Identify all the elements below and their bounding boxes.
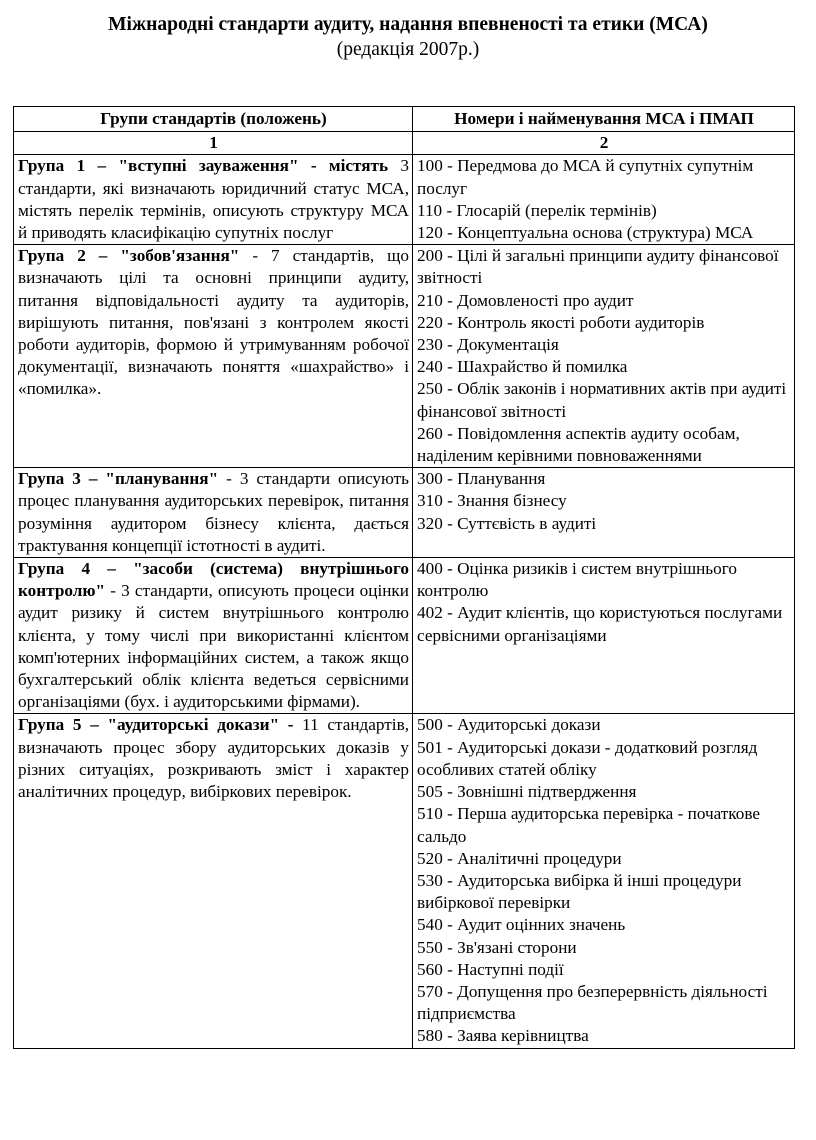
group-description: - 7 стандартів, що визначають цілі та основні принципи аудиту, питання відповідальності аудиту та аудиторів, вирішують питання, пов'язані з контролем якості роботи аудиторів, формою й утримуванням робочої документації, визначають поняття «шахрайство» і «помилка». xyxy=(18,246,409,399)
group-description: 3 стандарти, які визначають юридичний статус МСА, містять перелік термінів, описують структуру МСА й приводять класифікацію супутніх послуг xyxy=(18,156,409,243)
group-description: 11 стандартів, визначають процес збору аудиторських доказів у різних ситуаціях, розкривають зміст і характер аналітичних процедур, вибіркових перевірок. xyxy=(18,715,409,802)
header-groups: Групи стандартів (положень) xyxy=(14,107,413,132)
standard-item: 400 - Оцінка ризиків і систем внутрішнього контролю xyxy=(417,559,737,601)
group-description: - 3 стандарти, описують процеси оцінки аудит ризику й систем внутрішнього контролю клієнта, у тому числі при використанні клієнтом комп'ютерних інформаційних систем, а також якщо бухгалтерський облік клієнта ведеться сервісними організаціями (бух. і аудиторськими фірмами). xyxy=(18,581,409,712)
group-cell xyxy=(14,155,413,245)
standard-item: 540 - Аудит оцінних значень xyxy=(417,915,626,935)
standard-item: 230 - Документація xyxy=(417,335,559,355)
document-title: Міжнародні стандарти аудиту, надання впевненості та етики (МСА) xyxy=(108,14,708,35)
column-number-1: 1 xyxy=(14,132,413,155)
header-row xyxy=(14,107,795,132)
standard-item: 220 - Контроль якості роботи аудиторів xyxy=(417,312,705,332)
group-name: Група 5 – "аудиторські докази" - xyxy=(18,715,294,735)
standard-item: 100 - Передмова до МСА й супутніх супутнім послуг xyxy=(417,156,754,198)
standard-item: 210 - Домовленості про аудит xyxy=(417,290,634,310)
group-name: Група 4 – "засоби (система) внутрішнього контролю" xyxy=(18,559,409,601)
standard-item: 505 - Зовнішні підтвердження xyxy=(417,782,637,802)
standard-item: 501 - Аудиторські докази - додатковий розгляд особливих статей обліку xyxy=(417,737,758,779)
document-header xyxy=(0,12,816,62)
standard-item: 240 - Шахрайство й помилка xyxy=(417,357,628,377)
table-row-group-2 xyxy=(14,245,795,468)
group-name: Група 2 – "зобов'язання" xyxy=(18,246,240,266)
table-row-group-4 xyxy=(14,558,795,714)
standards-table xyxy=(13,106,795,1049)
standard-item: 120 - Концептуальна основа (структура) МСА xyxy=(417,223,754,243)
standard-item: 500 - Аудиторські докази xyxy=(417,715,601,735)
document-subtitle: (редакція 2007р.) xyxy=(336,39,480,60)
standards-cell xyxy=(413,714,795,1048)
standards-cell xyxy=(413,468,795,558)
standards-cell xyxy=(413,155,795,245)
standards-cell xyxy=(413,245,795,468)
column-number-row xyxy=(14,132,795,155)
group-description: - 3 стандарти описують процес планування аудиторських перевірок, питання розуміння аудитором бізнесу клієнта, дається трактування концепції істотності в аудиті. xyxy=(18,469,409,555)
standard-item: 530 - Аудиторська вибірка й інші процедури вибіркової перевірки xyxy=(417,870,742,913)
standard-item: 320 - Суттєвість в аудиті xyxy=(417,513,597,533)
standard-item: 250 - Облік законів і нормативних актів при аудиті фінансової звітності xyxy=(417,379,787,421)
standard-item: 402 - Аудит клієнтів, що користуються послугами сервісними організаціями xyxy=(417,603,783,645)
standard-item: 300 - Планування xyxy=(417,469,546,489)
standard-item: 560 - Наступні події xyxy=(417,959,564,979)
header-standards: Номери і найменування МСА і ПМАП xyxy=(413,107,795,132)
group-name: Група 3 – "планування" xyxy=(18,469,219,489)
group-cell xyxy=(14,558,413,714)
group-cell xyxy=(14,714,413,1048)
standard-item: 200 - Цілі й загальні принципи аудиту фінансової звітності xyxy=(417,246,779,288)
standards-cell xyxy=(413,558,795,714)
standard-item: 520 - Аналітичні процедури xyxy=(417,848,622,868)
standard-item: 550 - Зв'язані сторони xyxy=(417,937,577,957)
table-row-group-1 xyxy=(14,155,795,245)
group-cell xyxy=(14,468,413,558)
standard-item: 110 - Глосарій (перелік термінів) xyxy=(417,200,657,220)
standard-item: 570 - Допущення про безперервність діяльності підприємства xyxy=(417,981,768,1024)
standard-item: 310 - Знання бізнесу xyxy=(417,491,567,511)
column-number-2: 2 xyxy=(413,132,795,155)
table-row-group-5 xyxy=(14,714,795,1048)
table-row-group-3 xyxy=(14,468,795,558)
standard-item: 260 - Повідомлення аспектів аудиту особам, наділеним керівними повноваженнями xyxy=(417,423,740,466)
group-name: Група 1 – "вступні зауваження" - містять xyxy=(18,156,389,176)
standard-item: 580 - Заява керівництва xyxy=(417,1026,589,1046)
group-cell xyxy=(14,245,413,468)
standard-item: 510 - Перша аудиторська перевірка - початкове сальдо xyxy=(417,804,761,846)
